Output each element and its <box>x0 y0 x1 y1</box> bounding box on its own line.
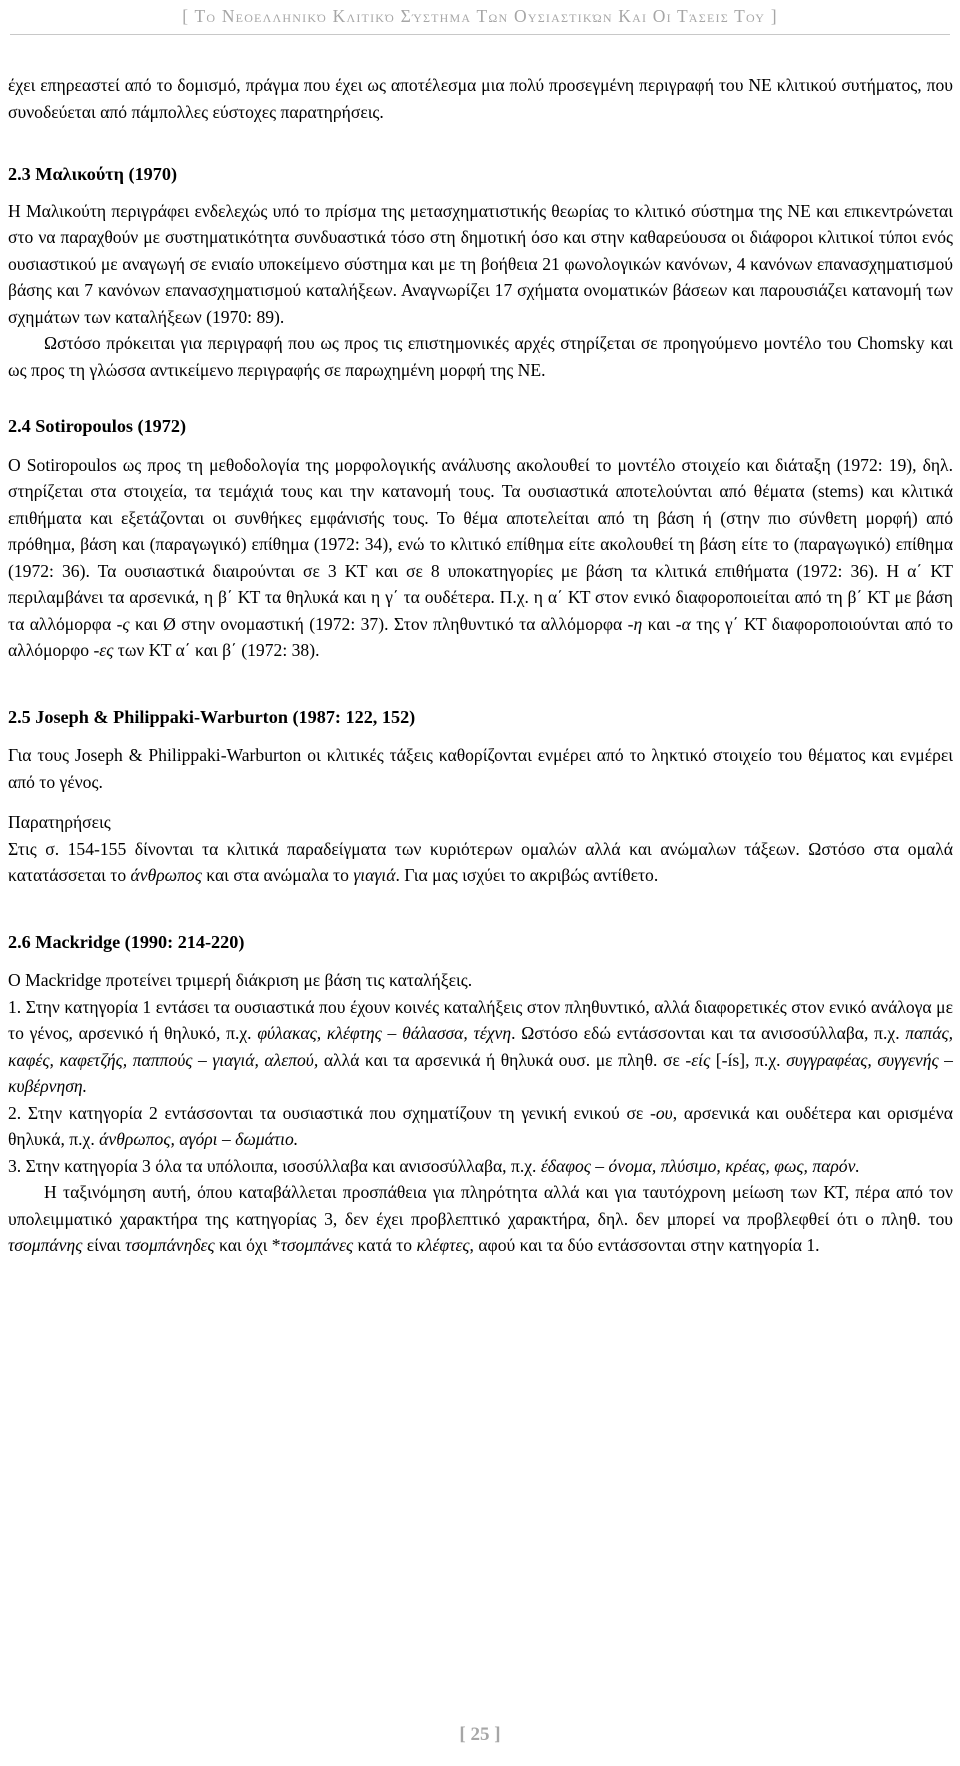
section-heading-2-4: 2.4 Sotiropoulos (1972) <box>8 416 187 436</box>
sec26-item-1: 1. Στην κατηγορία 1 εντάσει τα ουσιαστικά που έχουν κοινές καταλήξεις στον πληθυντικό, αλλά διαφορετικές στον ενικό ανάλογα με το γένος, αρσενικό ή θηλυκό, π.χ. φύλακας, κλέφτης – θάλασσα, τέχνη. Ωστόσο εδώ εντάσσονται και τα ανισοσύλλαβα, π.χ. παπάς, καφές, καφετζής, παππούς – γιαγιά, αλεπού, αλλά και τα αρσενικά ή θηλυκά ουσ. με πληθ. σε -είς [-ís], π.χ. συγγραφέας, συγγενής – κυβέρνηση. <box>8 996 953 1096</box>
sec23-paragraph-1: Η Μαλικούτη περιγράφει ενδελεχώς υπό το πρίσμα της μετασχηματιστικής θεωρίας το κλιτικό σύστημα της ΝΕ και επικεντρώνεται στο να παραχθούν με συστηματικότητα συνδυαστικά τόσο στη δημοτική όσο και στην καθαρεύουσα οι διάφοροι κλιτικοί τύποι ενός ουσιαστικού με αναγωγή σε ενιαίο υποκείμενο σύστημα και με τη βοήθεια 21 φωνολογικών κανόνων, 4 κανόνων επανασχηματισμού βάσης και 7 κανόνων επανασχηματισμού καταλήξεων. Αναγνωρίζει 17 σχήματα ονοματικών βάσεων και παρουσιάζει κατανομή των σχημάτων των καταλήξεων (1970: 89). <box>8 200 953 327</box>
sec26-item-3: 3. Στην κατηγορία 3 όλα τα υπόλοιπα, ισοσύλλαβα και ανισοσύλλαβα, π.χ. έδαφος – όνομα, πλύσιμο, κρέας, φως, παρόν. <box>8 1155 860 1176</box>
running-header: [ Το Νεοελληνικό Κλιτικό Σύστημα Των Ουσιαστικών Και Οι Τάσεις Του ] <box>182 6 778 26</box>
sec24-paragraph-1: Ο Sotiropoulos ως προς τη μεθοδολογία της μορφολογικής ανάλυσης ακολουθεί το μοντέλο στοιχείο και διάταξη (1972: 19), δηλ. στηρίζεται στα στοιχεία, τα τεμάχιά τους και την κατανομή τους. Τα ουσιαστικά αποτελούνται από θέματα (stems) και κλιτικά επιθήματα και εξετάζονται οι συνθήκες εμφάνισής τους. Το θέμα αποτελείται από τη βάση ή (στην πιο σύνθετη μορφή) από πρόθημα, βάση και (παραγωγικό) επίθημα (1972: 34), ενώ το κλιτικό επίθημα είτε ακολουθεί τη βάση είτε το (παραγωγικό) επίθημα (1972: 36). Τα ουσιαστικά διαιρούνται σε 3 ΚΤ και σε 8 υποκατηγορίες με βάση τα κλιτικά επιθήματα (1972: 36). Η α΄ ΚΤ περιλαμβάνει τα αρσενικά, η β΄ ΚΤ τα θηλυκά και η γ΄ τα ουδέτερα. Π.χ. η α΄ ΚΤ στον ενικό διαφοροποιείται από τη β΄ ΚΤ με βάση τα αλλόμορφα -ς και Ø στην ονομαστική (1972: 37). Στον πληθυντικό τα αλλόμορφα -η και -α της γ΄ ΚΤ διαφοροποιούνται από το αλλόμορφο -ες των ΚΤ α΄ και β΄ (1972: 38). <box>8 454 953 660</box>
sec26-paragraph: Η ταξινόμηση αυτή, όπου καταβάλλεται προσπάθεια για πληρότητα αλλά και για ταυτόχρονη μείωση των ΚΤ, πέρα από τον υπολειμματικό χαρακτήρα της κατηγορίας 3, δεν έχει προβλεπτικό χαρακτήρα, δηλ. δεν μπορεί να προβλεφθεί ότι ο πληθ. του τσομπάνης είναι τσομπάνηδες και όχι *τσομπάνες κατά το κλέφτες, αφού και τα δύο εντάσσονται στην κατηγορία 1. <box>8 1182 953 1255</box>
page-number: [ 25 ] <box>459 1724 501 1745</box>
page-body <box>8 72 953 1259</box>
section-heading-2-5: 2.5 Joseph & Philippaki-Warburton (1987: 122, 152) <box>8 706 416 727</box>
sec23-paragraph-2: Ωστόσο πρόκειται για περιγραφή που ως προς τις επιστημονικές αρχές στηρίζεται σε προηγούμενο μοντέλο του Chomsky και ως προς τη γλώσσα αντικείμενο περιγραφής σε παρωχημένη μορφή της ΝΕ. <box>8 333 953 380</box>
header-divider <box>10 34 950 35</box>
sec25-paragraph-2: Στις σ. 154-155 δίνονται τα κλιτικά παραδείγματα των κυριότερων ομαλών αλλά και ανώμαλων τάξεων. Ωστόσο στα ομαλά κατατάσσεται το άνθρωπος και στα ανώμαλα το γιαγιά. Για μας ισχύει το ακριβώς αντίθετο. <box>8 838 953 885</box>
sec26-item-2: 2. Στην κατηγορία 2 εντάσσονται τα ουσιαστικά που σχηματίζουν τη γενική ενικού σε -ου, αρσενικά και ουδέτερα και ορισμένα θηλυκά, π.χ. άνθρωπος, αγόρι – δωμάτιο. <box>8 1102 953 1149</box>
sec25-paragraph-1: Για τους Joseph & Philippaki-Warburton οι κλιτικές τάξεις καθορίζονται ενμέρει από το ληκτικό στοιχείο του θέματος και ενμέρει από το γένος. <box>8 745 953 792</box>
intro-paragraph: έχει επηρεαστεί από το δομισμό, πράγμα που έχει ως αποτέλεσμα μια πολύ προσεγμένη περιγραφή του ΝΕ κλιτικού συτήματος, που συνοδεύεται από πάμπολλες εύστοχες παρατηρήσεις. <box>8 75 953 122</box>
section-heading-2-3: 2.3 Μαλικούτη (1970) <box>8 164 178 184</box>
section-heading-2-6: 2.6 Mackridge (1990: 214-220) <box>8 931 245 952</box>
sec26-intro: Ο Mackridge προτείνει τριμερή διάκριση με βάση τις καταλήξεις. <box>8 970 473 990</box>
sec25-observations-label: Παρατηρήσεις <box>8 812 111 832</box>
